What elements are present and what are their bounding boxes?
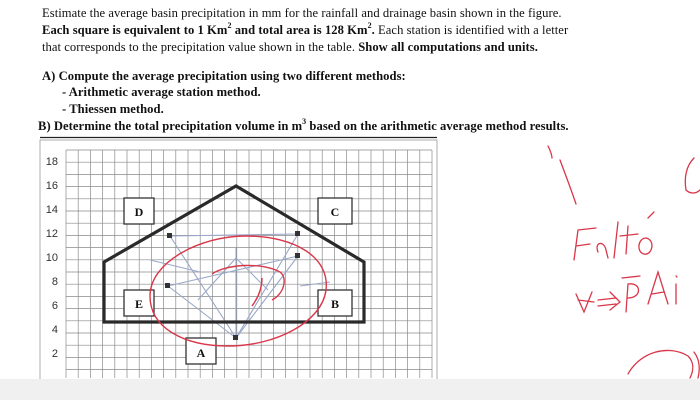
thiessen-line <box>236 258 268 290</box>
y-tick-10: 10 <box>45 252 58 264</box>
bracket-mark <box>685 158 700 193</box>
part-a-method-2: - Thiessen method. <box>62 102 164 116</box>
red-margin-handwriting <box>548 146 700 378</box>
handwriting-p-bar <box>622 276 640 312</box>
handwriting-l <box>614 222 618 258</box>
accent-mark <box>648 212 654 218</box>
station-point-c <box>295 231 300 236</box>
handwriting-arrow <box>598 292 620 310</box>
grid <box>66 150 432 378</box>
superscript-2: 2 <box>227 20 232 30</box>
y-tick-16: 16 <box>45 180 58 192</box>
station-point-d <box>167 233 172 238</box>
station-label-d: D <box>134 205 144 219</box>
thiessen-line <box>198 258 236 300</box>
station-point-b <box>295 253 300 258</box>
station-label-c: C <box>330 205 340 219</box>
y-tick-4: 4 <box>51 324 58 336</box>
square-equivalence-text: Each square is equivalent to 1 Km <box>42 23 228 37</box>
total-area-text: and total area is 128 Km <box>231 23 368 37</box>
part-b-text-start: B) Determine the total precipitation volume in m <box>38 119 303 133</box>
problem-line-1-text: Estimate the average basin precipitation in mm for the rainfall and drainage basin shown in the figure. <box>42 6 562 20</box>
period: . <box>371 23 375 37</box>
handwriting-a <box>648 272 668 304</box>
stroke <box>560 160 576 204</box>
thiessen-line <box>150 260 200 272</box>
y-axis-labels <box>46 156 58 360</box>
handwriting-o <box>639 238 652 254</box>
handwriting-f <box>574 228 596 260</box>
station-point-a <box>233 335 238 340</box>
part-b-text-end: based on the arithmetic average method results. <box>306 119 569 133</box>
circled-region <box>150 236 326 346</box>
superscript-3: 3 <box>302 116 307 126</box>
y-tick-14: 14 <box>45 204 58 216</box>
part-a-method-1: - Arithmetic average station method. <box>62 85 261 99</box>
station-label-e: E <box>134 297 144 311</box>
superscript-2: 2 <box>367 20 372 30</box>
bottom-gray-strip <box>0 379 700 400</box>
station-identification-text: Each station is identified with a letter <box>374 23 569 37</box>
handwriting-a <box>597 243 608 258</box>
bottom-curve <box>628 350 693 378</box>
y-tick-8: 8 <box>51 276 58 288</box>
y-tick-12: 12 <box>45 228 58 240</box>
precipitation-table-text: that corresponds to the precipitation value shown in the table. <box>42 40 359 54</box>
red-handwritten-annotation <box>150 236 326 346</box>
show-computations-text: Show all computations and units. <box>358 40 538 54</box>
y-tick-2: 2 <box>51 348 58 360</box>
station-point-e <box>165 283 170 288</box>
y-tick-18: 18 <box>45 156 58 168</box>
y-tick-6: 6 <box>51 300 58 312</box>
handwriting-t <box>620 226 638 254</box>
handwriting-v <box>576 292 594 312</box>
bottom-curve <box>694 352 699 378</box>
handwriting-i <box>676 276 677 304</box>
station-label-b: B <box>330 297 340 311</box>
station-label-a: A <box>196 346 206 360</box>
tick-mark <box>548 146 552 158</box>
part-a-heading: A) Compute the average precipitation using two different methods: <box>42 69 406 83</box>
thiessen-line <box>168 286 236 338</box>
